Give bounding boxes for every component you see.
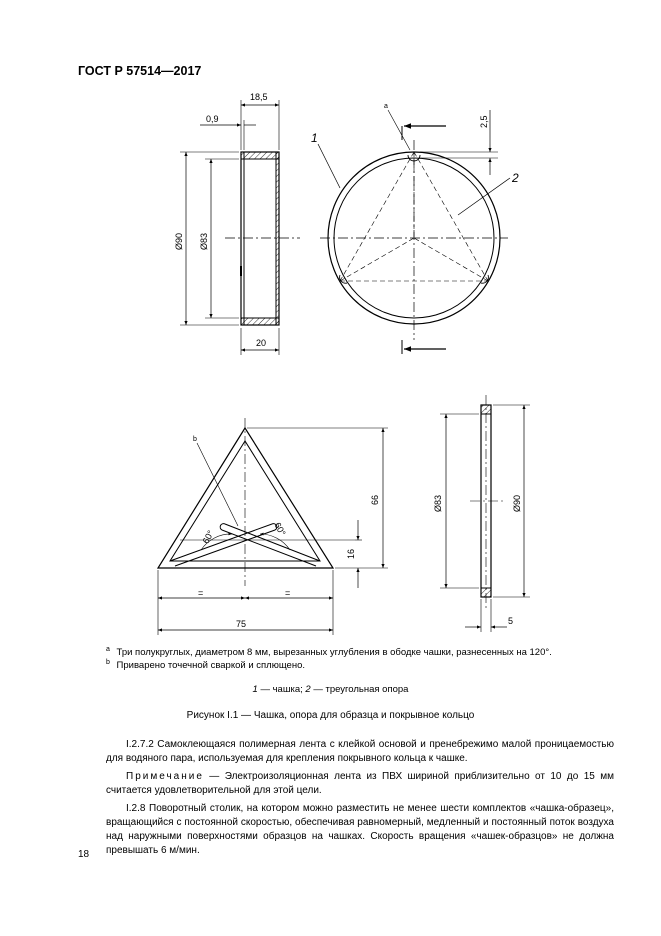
legend-num-1: 1 [252, 684, 258, 695]
callout-b: b [193, 436, 197, 443]
callout-2: 2 [512, 171, 519, 185]
figure-note-b [106, 657, 305, 672]
dim-75: 75 [236, 619, 247, 629]
note-text-a: Три полукруглых, диаметром 8 мм, вырезанных углубления в ободке чашки, разнесенных на 120°. [116, 647, 552, 659]
dim-20: 20 [256, 338, 267, 348]
cover-ring-side-view [440, 395, 530, 632]
dim-66: 66 [370, 494, 380, 505]
dim-0-9: 0,9 [206, 114, 219, 124]
note-text: — Электроизоляционная лента из ПВХ шириной приблизительно от 10 до 15 мм считается удовлетворительной для этой цели. [106, 771, 614, 796]
ring-dim-diameter-90: Ø90 [512, 494, 522, 512]
figure-legend [0, 684, 661, 695]
dim-16: 16 [346, 548, 356, 559]
paragraph-i-2-7-2: I.2.7.2 Самоклеющаяся полимерная лента с клейкой основой и пренебрежимо малой проницаемостью для водяного пара, используемая для крепления покрывного кольца к чашке. [106, 739, 614, 764]
dim-diameter-90: Ø90 [174, 232, 184, 250]
angle-60-left: 60° [200, 528, 216, 546]
ring-dim-5: 5 [508, 616, 514, 626]
paragraph-i-2-8: I.2.8 Поворотный столик, на котором можно разместить не менее шести комплектов «чашка-образец», вращающийся с постоянной скоростью, обеспечивая равномерный, медленный и постоянный поток воздуха над наружными поверхностями образцов на чашках. Скорость вращения «чашек-образцов» не должна превышать 6 м/мин. [106, 803, 614, 856]
angle-60-right: 60° [272, 520, 288, 538]
dim-equal-right: = [285, 588, 291, 598]
page-number: 18 [78, 849, 90, 860]
dim-18-5: 18,5 [250, 92, 268, 102]
note-text-b: Приварено точечной сваркой и сплющено. [116, 660, 306, 672]
cup-side-view [180, 100, 300, 355]
figure-caption: Рисунок I.1 — Чашка, опора для образца и покрывное кольцо [186, 710, 475, 721]
paragraph-note [106, 770, 614, 798]
legend-num-2: 2 [305, 684, 311, 695]
dim-diameter-83: Ø83 [199, 232, 209, 250]
note-mark-a: a [106, 646, 110, 653]
legend-text-2: — треугольная опора [310, 684, 409, 695]
note-label: Примечание [126, 771, 204, 782]
cup-top-view [318, 110, 510, 354]
ring-dim-diameter-83: Ø83 [433, 494, 443, 512]
dim-2-5: 2,5 [479, 115, 489, 128]
standard-header: ГОСТ Р 57514—2017 [78, 64, 202, 78]
dim-equal-left: = [198, 588, 204, 598]
note-mark-b: b [106, 659, 110, 666]
callout-a: a [384, 103, 388, 110]
legend-text-1: — чашка; [257, 684, 306, 695]
callout-1: 1 [311, 131, 318, 145]
